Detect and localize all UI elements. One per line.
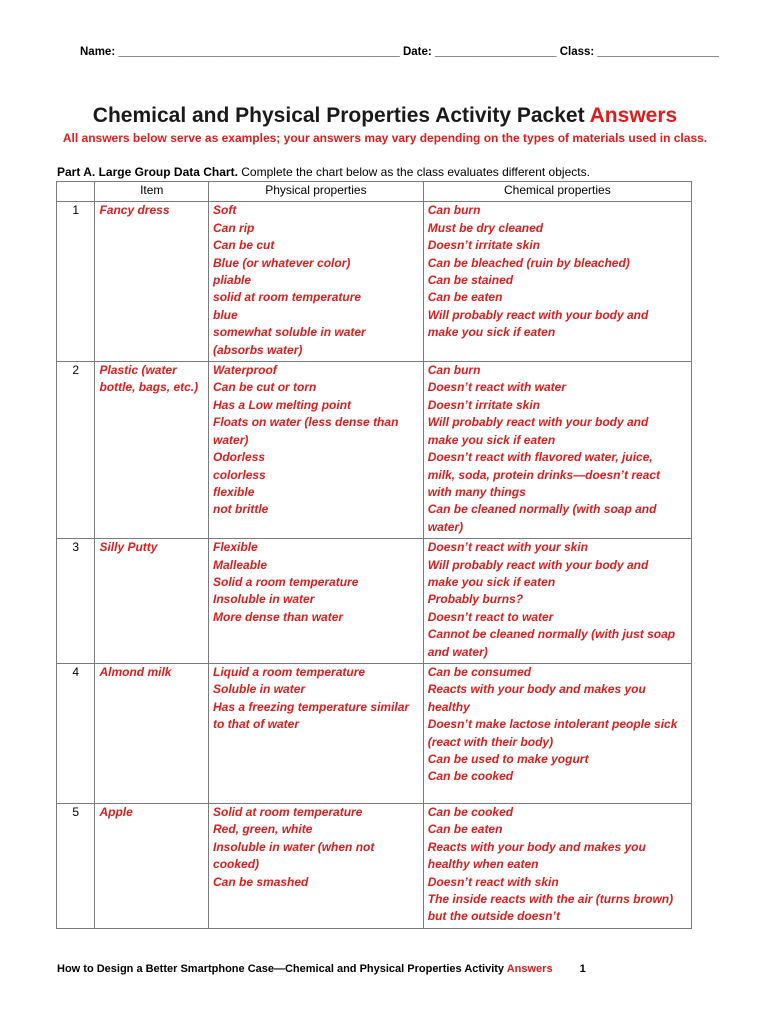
chemical-line: with many things [427,484,526,499]
chemical-line: Will probably react with your body and [427,415,649,430]
item-line: Almond milk [99,664,172,679]
physical-line: Solid a room temperature [213,574,359,589]
item-cell [95,803,209,928]
student-info-line [80,46,720,58]
chemical-line: Reacts with your body and makes you [427,682,646,697]
chemical-line: Doesn’t react with your skin [427,540,589,555]
physical-line: Soluble in water [213,682,306,697]
table-row [57,663,692,803]
chemical-line: Must be dry cleaned [427,220,544,235]
physical-line: solid at room temperature [213,290,362,305]
chemical-line: Doesn’t react with water [427,380,567,395]
chemical-line: Can be bleached (ruin by bleached) [427,255,630,270]
physical-properties-cell [209,803,424,928]
header-item: Item [95,182,209,202]
chemical-line: Can be consumed [427,664,532,679]
physical-line: Waterproof [213,363,277,378]
physical-line: water) [213,432,249,447]
physical-line: not brittle [213,502,269,517]
item-line: Plastic (water [99,363,177,378]
chemical-line: Doesn’t react to water [427,609,554,624]
item-cell [95,539,209,664]
item-line: Apple [99,804,133,819]
row-number: 5 [57,803,95,928]
physical-properties-cell [209,362,424,539]
item-line: bottle, bags, etc.) [99,380,199,395]
physical-properties-cell [209,663,424,803]
part-a-label: Part A. Large Group Data Chart. [57,165,238,179]
chemical-line: Can be stained [427,273,514,288]
table-row [57,362,692,539]
chemical-line: Can be cooked [427,769,514,784]
chemical-line: Can be eaten [427,822,503,837]
name-blank[interactable]: ____________________________________________ [118,46,400,58]
physical-line: Insoluble in water [213,592,315,607]
header-chemical: Chemical properties [423,182,691,202]
chemical-line: Can be cooked [427,804,514,819]
name-label: Name: [80,46,116,58]
physical-line: (absorbs water) [213,342,303,357]
chemical-properties-cell [423,202,691,362]
table-row [57,202,692,362]
item-cell [95,663,209,803]
chemical-line: make you sick if eaten [427,325,556,340]
chemical-line: make you sick if eaten [427,574,556,589]
row-number: 4 [57,663,95,803]
chemical-line: Can be eaten [427,290,503,305]
header-num [57,182,95,202]
physical-line: Insoluble in water (when not [213,839,375,854]
chemical-line: The inside reacts with the air (turns brown) [427,892,674,906]
physical-line: Soft [213,203,237,218]
item-cell [95,362,209,539]
physical-line: cooked) [213,857,260,872]
chemical-line: Doesn’t react with flavored water, juice, [427,450,653,465]
chemical-line: healthy when eaten [427,857,539,872]
table-body [57,202,692,928]
part-a-heading [57,165,590,179]
chemical-line: Cannot be cleaned normally (with just soap [427,627,676,642]
header-physical: Physical properties [209,182,424,202]
chemical-line: Doesn’t irritate skin [427,238,540,253]
row-number: 1 [57,202,95,362]
row-number: 3 [57,539,95,664]
title-answers: Answers [589,104,678,127]
chemical-line: but the outside doesn’t [427,909,560,924]
physical-line: blue [213,307,238,322]
chemical-line: Doesn’t make lactose intolerant people sick [427,717,678,732]
physical-line: Can rip [213,220,255,235]
physical-line: Solid at room temperature [213,804,363,819]
physical-line: Has a Low melting point [213,397,352,412]
chemical-line: (react with their body) [427,734,554,749]
chemical-line: Will probably react with your body and [427,307,649,322]
physical-line: to that of water [213,717,300,732]
chemical-line: healthy [427,699,470,714]
physical-line: Floats on water (less dense than [213,415,399,430]
data-chart-table [56,181,692,929]
footer-text: How to Design a Better Smartphone Case—Chemical and Physical Properties Activity [57,963,505,975]
item-line: Silly Putty [99,540,158,555]
physical-line: More dense than water [213,609,344,624]
part-a-instruction: Complete the chart below as the class evaluates different objects. [241,165,590,179]
date-label: Date: [402,46,432,58]
physical-line: colorless [213,467,266,482]
physical-line: Blue (or whatever color) [213,255,351,270]
chemical-line: Can be cleaned normally (with soap and [427,502,657,517]
class-blank[interactable]: ___________________ [597,46,719,58]
chemical-line: Doesn’t react with skin [427,874,559,889]
row-number: 2 [57,362,95,539]
physical-line: Has a freezing temperature similar [213,699,410,714]
physical-line: somewhat soluble in water [213,325,366,340]
physical-line: Odorless [213,450,266,465]
chemical-line: Reacts with your body and makes you [427,839,646,854]
chemical-line: Can burn [427,363,481,378]
item-line: Fancy dress [99,203,170,218]
physical-line: pliable [213,273,252,288]
physical-properties-cell [209,202,424,362]
title-main: Chemical and Physical Properties Activity Packet [92,104,585,127]
chemical-line: water) [427,519,464,534]
physical-line: flexible [213,484,255,499]
chemical-properties-cell [423,663,691,803]
answers-note: All answers below serve as examples; your answers may vary depending on the types of materials used in class. [62,131,708,145]
physical-line: Liquid a room temperature [213,664,366,679]
page-footer [57,963,586,975]
chemical-line: Will probably react with your body and [427,557,649,572]
table-row [57,803,692,928]
table-header-row [57,182,692,202]
item-cell [95,202,209,362]
class-label: Class: [559,46,595,58]
table-row [57,539,692,664]
page-number: 1 [579,963,586,975]
chemical-line: and water) [427,644,488,659]
physical-properties-cell [209,539,424,664]
physical-line: Can be cut [213,238,275,253]
chemical-line: Can burn [427,203,481,218]
chemical-properties-cell [423,803,691,928]
physical-line: Malleable [213,557,268,572]
date-blank[interactable]: ___________________ [434,46,557,58]
physical-line: Flexible [213,540,258,555]
page-title [0,104,770,128]
chemical-line: Probably burns? [427,592,524,607]
physical-line: Can be smashed [213,874,309,889]
chemical-line: milk, soda, protein drinks—doesn’t react [427,467,661,482]
chemical-line: make you sick if eaten [427,432,556,447]
chemical-properties-cell [423,362,691,539]
chemical-line: Doesn’t irritate skin [427,397,540,412]
physical-line: Can be cut or torn [213,380,317,395]
chemical-line: Can be used to make yogurt [427,752,589,766]
footer-answers: Answers [506,963,553,975]
physical-line: Red, green, white [213,822,313,837]
chemical-properties-cell [423,539,691,664]
